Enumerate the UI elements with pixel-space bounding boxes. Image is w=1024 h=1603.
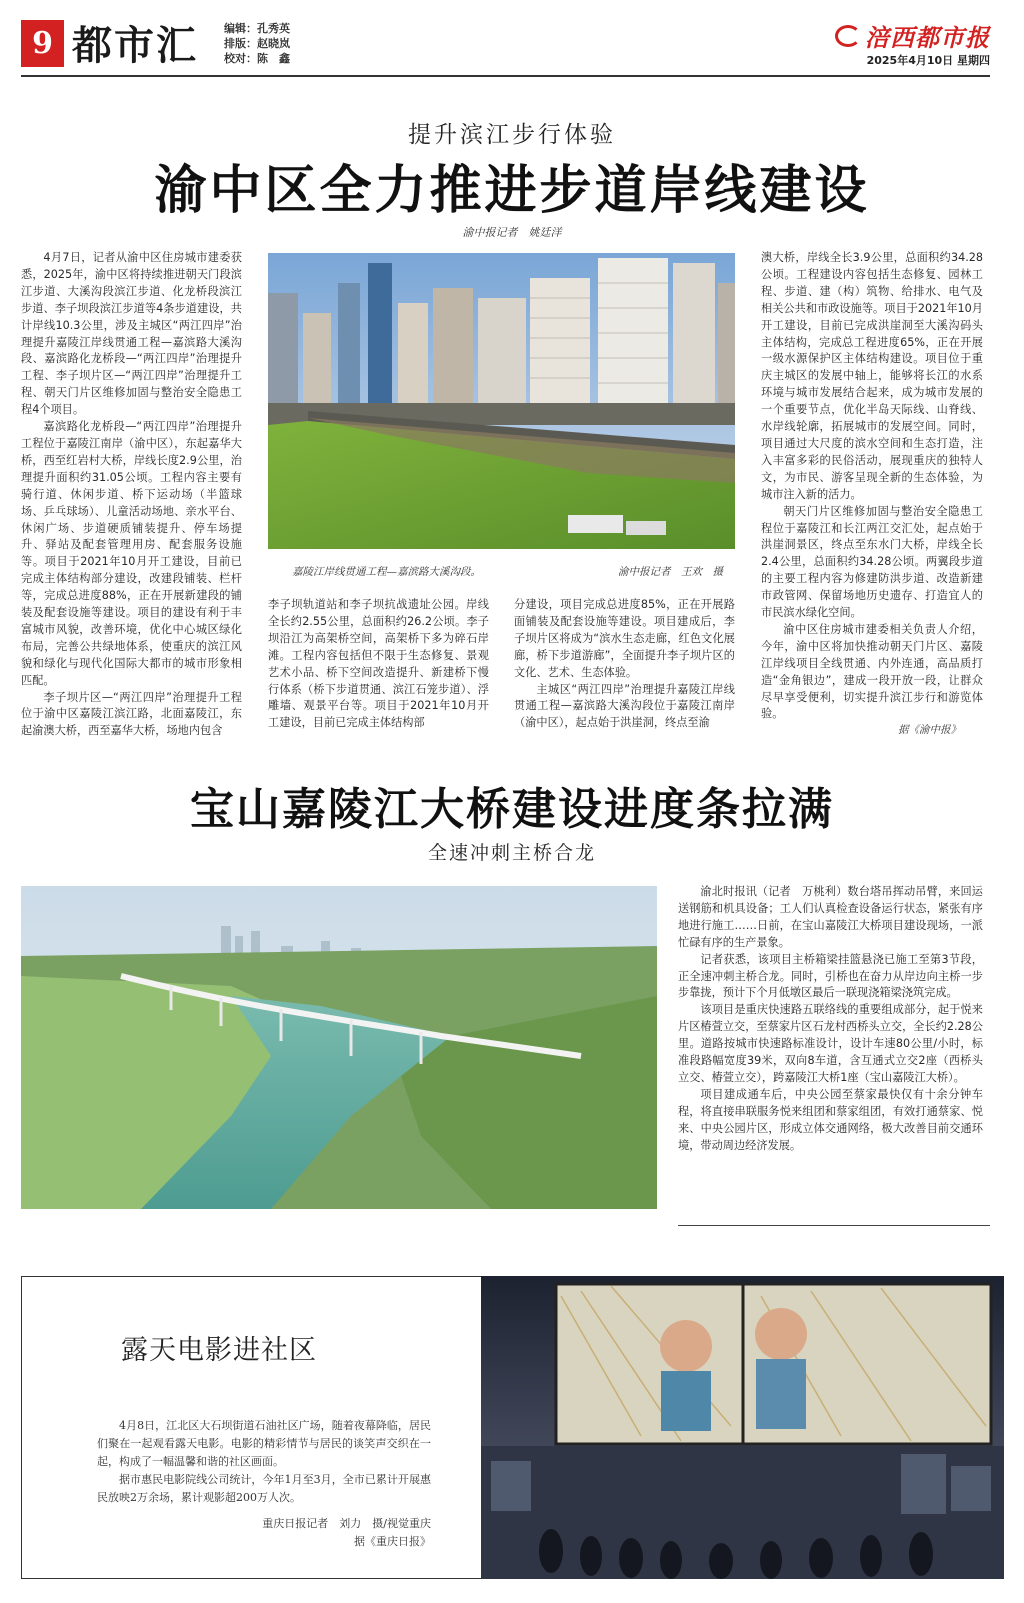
story3-source: 据《重庆日报》 bbox=[354, 1535, 431, 1548]
newspaper-logo bbox=[835, 18, 990, 53]
paragraph: 朝天门片区维修加固与整治安全隐患工程位于嘉陵江和长江两江交汇处，起点始于洪崖洞景区，终点至东水门大桥，岸线全长2.4公里，总面积约34.28公顷。两翼段步道的主要工程内容为修建防洪步道、改造新建市政管网、保留场地历史遗存、打造宜人的市民滨水绿化空间。 bbox=[761, 504, 983, 620]
story1-kicker: 提升滨江步行体验 bbox=[408, 122, 616, 148]
paragraph: 记者获悉，该项目主桥箱梁挂篮悬浇已施工至第3节段，正全速冲刺主桥合龙。同时，引桥也在奋力从岸边向主桥一步步靠拢，预计下个月低墩区最后一联现浇箱梁浇筑完成。 bbox=[678, 952, 983, 1000]
masthead-rule bbox=[21, 75, 990, 77]
paragraph: 李子坝轨道站和李子坝抗战遗址公园。岸线全长约2.55公里，总面积约26.2公顷。李子坝沿江为高架桥空间，高架桥下多为碎石岸滩。工程内容包括但不限于生态修复、景观艺术小品、桥下空间改造提升、新建桥下慢行体系（桥下步道贯通、滨江石笼步道）、浮雕墙、观景平台等。项目于2021年10月开工建设，目前已完成主体结构部 bbox=[268, 598, 489, 730]
page-number: 9 bbox=[21, 20, 64, 67]
photo-credit: 渝中报记者 王欢 摄 bbox=[618, 566, 723, 578]
issue-date: 2025年4月10日 星期四 bbox=[866, 54, 990, 67]
outdoor-movie-image bbox=[481, 1276, 1004, 1579]
paragraph: 据市惠民电影院线公司统计，今年1月至3月，全市已累计开展惠民放映2万余场，累计观影超200万人次。 bbox=[97, 1473, 431, 1504]
paragraph: 嘉滨路化龙桥段—“两江四岸”治理提升工程位于嘉陵江南岸（渝中区），东起嘉华大桥，西至红岩村大桥，岸线长度2.9公里，治理提升面积约31.05公顷。工程内容主要有骑行道、休闲步道、桥下运动场（半篮球场、乒乓球场）、儿童活动场地、亲水平台、休闲广场、步道硬质铺装提升、停车场提升、驿站及配套管理用房、配套服务设施等。项目于2021年10月开工建设，目前已完成主体结构部分建设，改建段铺装、栏杆等，完成总进度88%，正在开展新建段的铺装及配套设施等建设。项目的建设有利于丰富城市风貌，改善环境，优化中心城区绿化布局，完善公共绿地体系，使重庆的滨江风貌和绿化与现代化国际大都市的城市形象相匹配。 bbox=[21, 420, 242, 687]
story2-body bbox=[678, 884, 983, 1214]
story2-headline: 宝山嘉陵江大桥建设进度条拉满 bbox=[190, 784, 834, 835]
story1-column-4 bbox=[761, 250, 983, 725]
photo-credit: 重庆日报记者 刘力 摄/视觉重庆 bbox=[262, 1517, 431, 1530]
bridge-aerial-image bbox=[21, 886, 657, 1209]
paragraph: 分建设，项目完成总进度85%，正在开展路面铺装及配套设施等建设。项目建成后，李子坝片区将成为“滨水生态走廊，红色文化展廊，桥下步道游廊”，全面提升李子坝片区的文化、艺术、生态体验。 bbox=[514, 598, 735, 679]
story1-column-3 bbox=[514, 597, 735, 740]
story2-kicker: 全速冲刺主桥合龙 bbox=[427, 842, 596, 864]
story1-headline: 渝中区全力推进步道岸线建设 bbox=[154, 160, 870, 221]
paragraph: 主城区“两江四岸”治理提升嘉陵江岸线贯通工程—嘉滨路大溪沟段位于嘉陵江南岸（渝中区），起点始于洪崖洞，终点至渝 bbox=[514, 682, 735, 730]
logo-icon bbox=[835, 25, 861, 47]
editor-credits bbox=[224, 21, 290, 66]
paragraph: 4月8日，江北区大石坝街道石油社区广场，随着夜幕降临，居民们聚在一起观看露天电影。电影的精彩情节与居民的谈笑声交织在一起，构成了一幅温馨和谐的社区画面。 bbox=[97, 1419, 431, 1468]
proofreader: 校对：陈 鑫 bbox=[224, 52, 290, 65]
riverside-walkway-photo bbox=[268, 253, 735, 549]
story2-end-rule bbox=[678, 1225, 990, 1226]
paragraph: 该项目是重庆快速路五联络线的重要组成部分，起于悦来片区椿萱立交，至蔡家片区石龙村西桥头立交，全长约2.28公里。道路按城市快速路标准设计，设计车速80公里/小时，标准段路幅宽度39米，双向8车道，含互通式立交2座（西桥头立交、椿萱立交），跨嘉陵江大桥1座（宝山嘉陵江大桥）。 bbox=[678, 1003, 983, 1084]
story3-body bbox=[97, 1417, 431, 1507]
story1-byline: 渝中报记者 姚廷洋 bbox=[462, 226, 562, 239]
photo-caption: 嘉陵江岸线贯通工程—嘉滨路大溪沟段。 bbox=[292, 566, 481, 578]
paragraph: 渝中区住房城市建委相关负责人介绍，今年，渝中区将加快推动朝天门片区、嘉陵江岸线项目全线贯通、内外连通，高品质打造“金角银边”，建成一段开放一段，让群众尽早享受便利，切实提升滨江步行和游览体验。 bbox=[761, 622, 983, 721]
story3-credits bbox=[97, 1515, 431, 1551]
story1-source: 据《渝中报》 bbox=[898, 724, 961, 736]
paragraph: 项目建成通车后，中央公园至蔡家最快仅有十余分钟车程，将直接串联服务悦来组团和蔡家组团，有效打通蔡家、悦来、中央公园片区，形成立体交通网络，极大改善目前交通环境，带动周边经济发展。 bbox=[678, 1087, 983, 1152]
paragraph: 渝北时报讯（记者 万桃利）数台塔吊挥动吊臂，来回运送钢筋和机具设备；工人们认真检查设备运行状态，紧张有序地进行施工……日前，在宝山嘉陵江大桥项目建设现场，一派忙碌有序的生产景象。 bbox=[678, 885, 983, 949]
story1-column-2 bbox=[268, 597, 489, 740]
story1-column-1 bbox=[21, 250, 242, 740]
layout-editor: 排版：赵晓岚 bbox=[224, 37, 290, 50]
riverside-skyline-image bbox=[268, 253, 735, 549]
editor: 编辑：孔秀英 bbox=[224, 22, 290, 35]
section-name: 都市汇 bbox=[72, 22, 198, 69]
paragraph: 澳大桥，岸线全长3.9公里，总面积约34.28公顷。工程建设内容包括生态修复、园林工程、步道、建（构）筑物、给排水、电气及相关公共和市政设施等。项目于2021年10月开工建设，目前已完成洪崖洞至大溪沟码头主体结构，完成总工程进度65%，正在开展一级水源保护区主体结构建设。项目位于重庆主城区的发展中轴上，能够将长江的水系环境与城市发展结合起来，成为城市发展的一个重要节点，优化半岛天际线、山脊线、水岸线轮廓，拓展城市的发展空间。同时，项目通过大尺度的滨水空间和生态打造，注入丰富多彩的民俗活动，展现重庆的独特人文，为市民、游客呈现全新的生态体验，为城市注入新的活力。 bbox=[761, 251, 983, 501]
bridge-aerial-photo bbox=[21, 886, 657, 1209]
outdoor-movie-photo bbox=[481, 1276, 1004, 1579]
story3-title: 露天电影进社区 bbox=[121, 1335, 317, 1366]
newspaper-name: 涪西都市报 bbox=[865, 23, 990, 52]
paragraph: 4月7日，记者从渝中区住房城市建委获悉，2025年，渝中区将持续推进朝天门段滨江步道、大溪沟段滨江步道、化龙桥段滨江步道、李子坝段滨江步道等4条步道建设，共计岸线10.3公里，涉及主城区“两江四岸”治理提升嘉陵江岸线贯通工程—嘉滨路大溪沟段、嘉滨路化龙桥段—“两江四岸”治理提升工程、李子坝片区—“两江四岸”治理提升工程、朝天门片区维修加固与整治安全隐患工程4个项目。 bbox=[21, 251, 242, 417]
paragraph: 李子坝片区—“两江四岸”治理提升工程位于渝中区嘉陵江滨江路，北面嘉陵江，东起渝澳大桥，西至嘉华大桥，场地内包含 bbox=[21, 690, 242, 738]
